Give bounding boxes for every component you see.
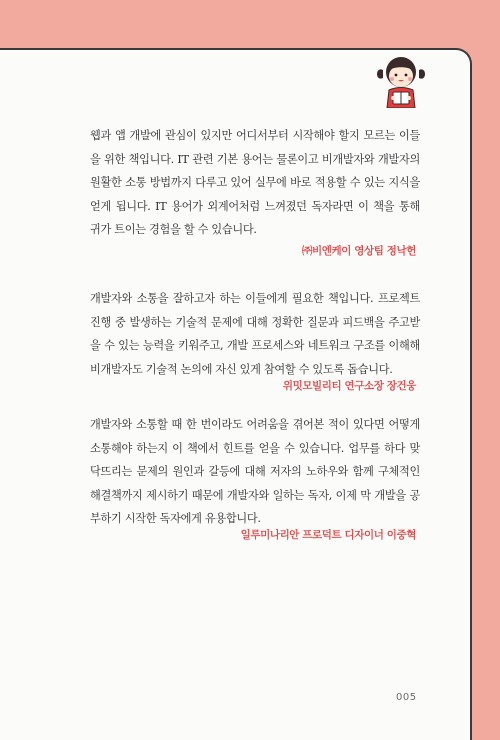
girl-mascot-icon (375, 52, 427, 108)
quote-text-2: 개발자와 소통을 잘하고자 하는 이들에게 필요한 책입니다. 프로젝트 진행 중 발생하는 기술적 문제에 대해 정확한 질문과 피드백을 주고받을 수 있는 능력을 키워주고, 개발 프로세스와 네트워크 구조를 이해해 비개발자도 기술적 논의에 자신 있게 참여할 수 있도록 돕습니다. (90, 292, 420, 376)
quote-author-2: 위밋모빌리티 연구소장 장건웅 (282, 380, 416, 392)
quote-author-3: 일루미나리안 프로덕트 디자이너 이중혁 (240, 529, 416, 541)
quote-text-3: 개발자와 소통할 때 한 번이라도 어려움을 겪어본 적이 있다면 어떻게 소통해야 하는지 이 책에서 힌트를 얻을 수 있습니다. 업무를 하다 맞닥뜨리는 문제의 원인과 갈등에 대해 저자의 노하우와 함께 구체적인 해결책까지 제시하기 때문에 개발자와 일하는 독자, 이제 막 개발을 공부하기 시작한 독자에게 유용합니다. (90, 418, 420, 525)
page-number: 005 (396, 692, 417, 703)
quote-author-1: ㈜비엔케이 영상팀 정낙헌 (301, 245, 416, 257)
quote-text-1: 웹과 앱 개발에 관심이 있지만 어디서부터 시작해야 할지 모르는 이들을 위한 책입니다. IT 관련 기본 용어는 물론이고 비개발자와 개발자의 원활한 소통 방법까지 다루고 있어 실무에 바로 적용할 수 있는 지식을 얻게 됩니다. IT 용어가 외계어처럼 느껴졌던 독자라면 이 책을 통해 귀가 트이는 경험을 할 수 있습니다. (90, 129, 420, 236)
